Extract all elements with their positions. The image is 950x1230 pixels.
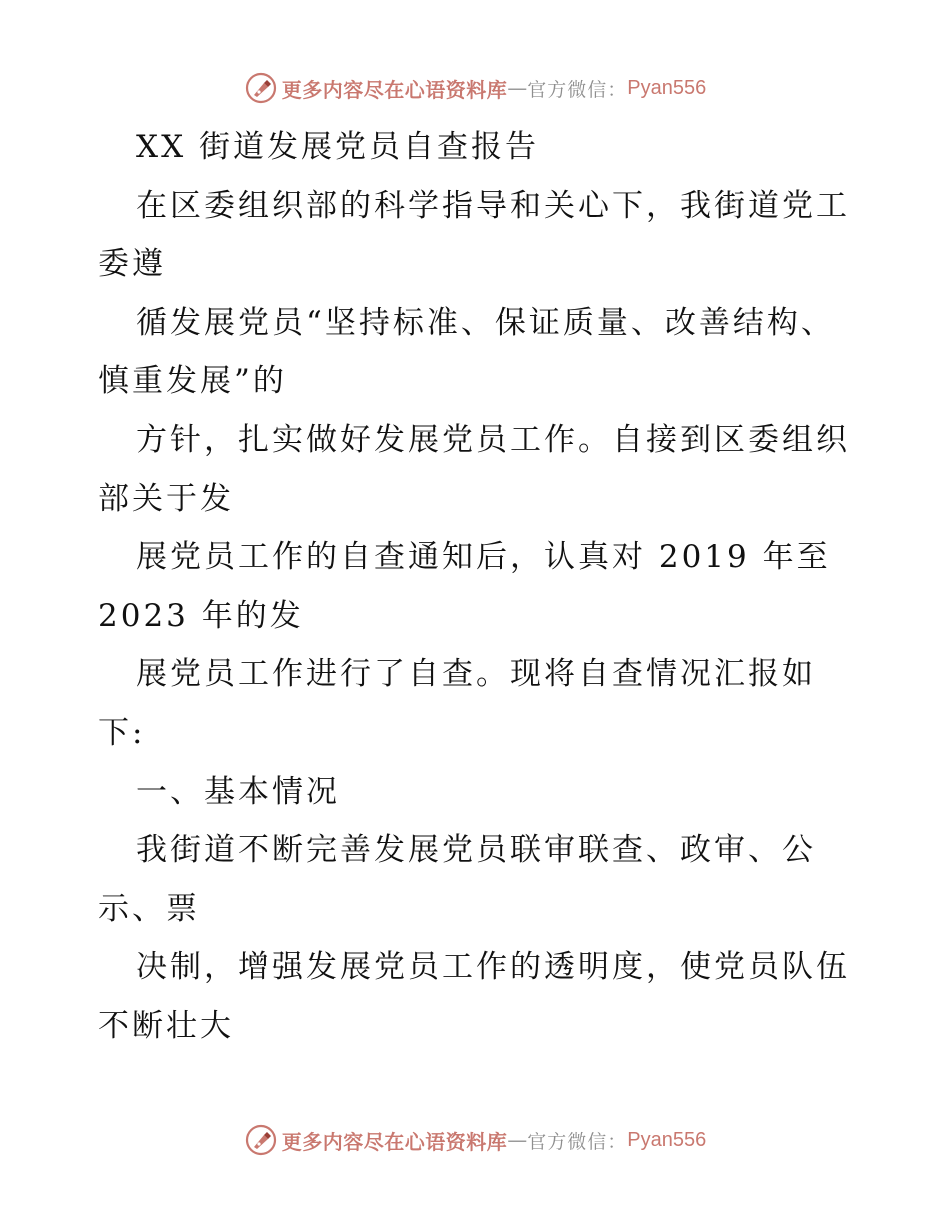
banner-dash: — <box>507 1128 528 1152</box>
doc-line: XX 街道发展党员自查报告 <box>136 129 539 165</box>
doc-line: 在区委组织部的科学指导和关心下，我街道党工 <box>136 187 850 224</box>
pen-nib-logo-icon <box>244 71 278 105</box>
doc-line: 不断壮大 <box>98 1007 234 1044</box>
doc-line: 慎重发展”的 <box>98 363 287 400</box>
doc-line: 我街道不断完善发展党员联审联查、政审、公 <box>136 832 816 869</box>
doc-line: 下: <box>98 714 146 751</box>
doc-line: 示、票 <box>98 890 200 927</box>
doc-line: 展党员工作的自查通知后，认真对 2019 年至 <box>136 539 831 576</box>
document-body <box>98 118 858 1056</box>
doc-line: 部关于发 <box>98 480 234 517</box>
header-banner <box>0 68 950 108</box>
footer-banner <box>0 1120 950 1160</box>
banner-wechat-id: Pyan556 <box>627 76 707 99</box>
banner-sub-text: 官方微信： <box>527 1130 628 1153</box>
doc-line: 委遵 <box>98 246 166 283</box>
pen-nib-logo-icon <box>244 1123 278 1157</box>
banner-wechat-id: Pyan556 <box>627 1128 707 1151</box>
doc-line: 展党员工作进行了自查。现将自查情况汇报如 <box>136 656 816 693</box>
doc-line: 循发展党员“坚持标准、保证质量、改善结构、 <box>136 304 835 341</box>
banner-main-text: 更多内容尽在心语资料库 <box>281 1129 508 1154</box>
banner-dash: — <box>507 76 528 100</box>
doc-line: 决制，增强发展党员工作的透明度，使党员队伍 <box>136 949 850 986</box>
banner-main-text: 更多内容尽在心语资料库 <box>281 77 508 102</box>
doc-line: 2023 年的发 <box>98 597 304 634</box>
doc-line: 一、基本情况 <box>136 773 340 810</box>
doc-line: 方针，扎实做好发展党员工作。自接到区委组织 <box>136 421 850 458</box>
banner-sub-text: 官方微信： <box>527 78 628 101</box>
